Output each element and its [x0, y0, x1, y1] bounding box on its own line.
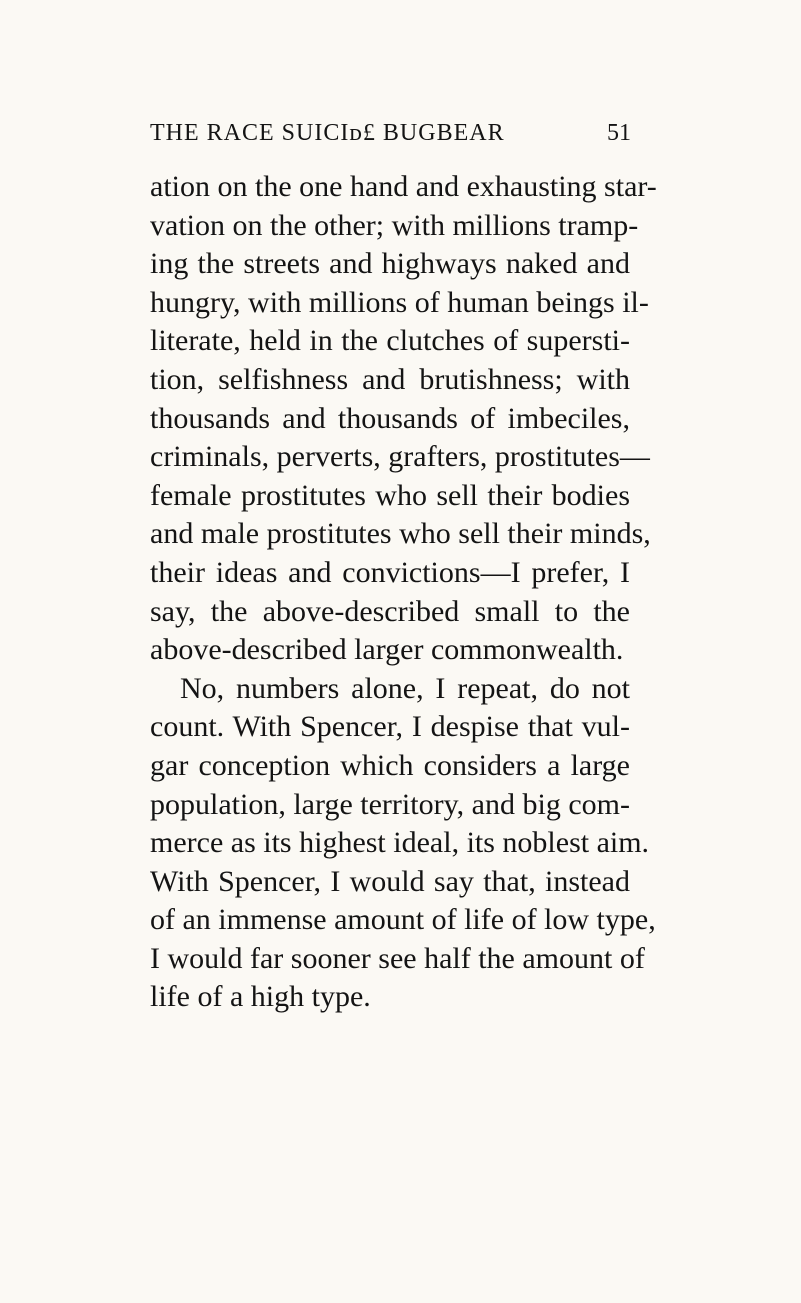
text-line: vation on the other; with millions tramp-	[150, 208, 639, 242]
text-line: merce as its highest ideal, its noblest aim.	[150, 826, 650, 860]
text-line: thousands and thousands of imbeciles,	[150, 401, 630, 435]
text-line: population, large territory, and big com-	[150, 787, 630, 821]
text-line: No, numbers alone, I repeat, do not	[180, 671, 630, 705]
text-line: say, the above-described small to the	[150, 594, 630, 628]
text-line: hungry, with millions of human beings il-	[150, 285, 649, 319]
text-line: literate, held in the clutches of supersti-	[150, 324, 630, 358]
body-text	[150, 168, 657, 1017]
text-line: life of a high type.	[150, 980, 371, 1014]
page-number: 51	[607, 120, 631, 146]
text-line: criminals, perverts, grafters, prostitutes—	[150, 440, 650, 474]
paragraph-2	[150, 670, 656, 1017]
text-line: With Spencer, I would say that, instead	[150, 864, 630, 898]
text-line: count. With Spencer, I despise that vul-	[150, 710, 630, 744]
text-line: tion, selfishness and brutishness; with	[150, 362, 630, 396]
paragraph-1	[150, 168, 657, 670]
text-line: their ideas and convictions—I prefer, I	[150, 555, 630, 589]
text-line: and male prostitutes who sell their minds,	[150, 517, 651, 551]
text-line: of an immense amount of life of low type,	[150, 903, 656, 937]
text-line: ing the streets and highways naked and	[150, 247, 630, 281]
running-title: THE RACE SUICIᴅ£ BUGBEAR	[150, 120, 505, 146]
text-line: female prostitutes who sell their bodies	[150, 478, 630, 512]
text-line: ation on the one hand and exhausting star-	[150, 170, 657, 203]
text-line: above-described larger commonwealth.	[150, 633, 624, 667]
text-line: gar conception which considers a large	[150, 748, 630, 782]
text-line: I would far sooner see half the amount of	[150, 941, 645, 975]
